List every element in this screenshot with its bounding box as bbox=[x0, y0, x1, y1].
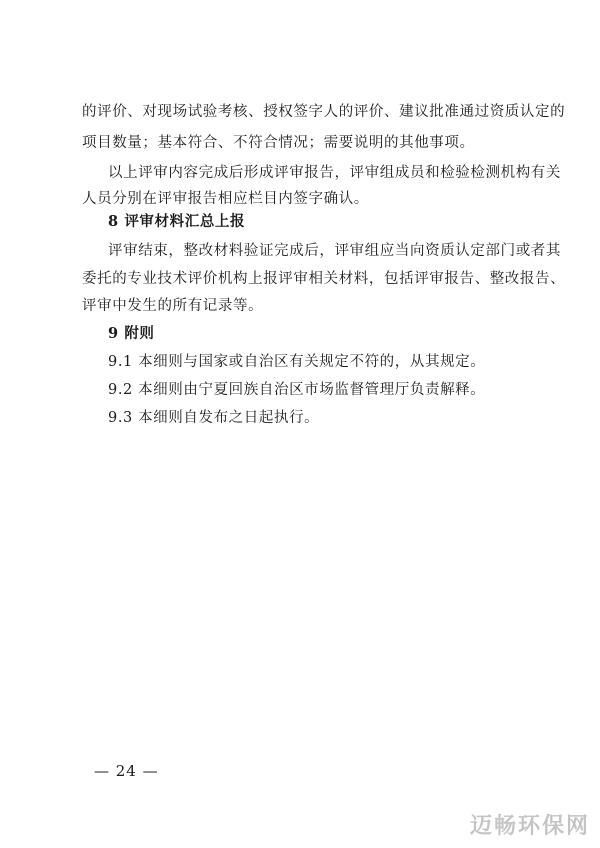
clause-line: 9.2 本细则由宁夏回族自治区市场监督管理厅负责解释。 bbox=[108, 382, 486, 398]
page-number: — 24 — bbox=[94, 762, 159, 780]
clause-line: 9.1 本细则与国家或自治区有关规定不符的，从其规定。 bbox=[108, 354, 486, 370]
paragraph-line: 人员分别在评审报告相应栏目内签字确认。 bbox=[82, 191, 369, 207]
section-heading: 8 评审材料汇总上报 bbox=[108, 213, 246, 230]
paragraph-line: 以上评审内容完成后形成评审报告，评审组成员和检验检测机构有关 bbox=[108, 165, 561, 181]
paragraph-line: 评审中发生的所有记录等。 bbox=[82, 298, 264, 314]
paragraph-line: 委托的专业技术评价机构上报评审相关材料，包括评审报告、整改报告、 bbox=[82, 271, 566, 287]
paragraph-line: 项目数量；基本符合、不符合情况；需要说明的其他事项。 bbox=[82, 135, 475, 151]
watermark-text: 迈畅环保网 bbox=[469, 814, 590, 839]
paragraph-line: 的评价、对现场试验考核、授权签字人的评价、建议批准通过资质认定的 bbox=[82, 104, 566, 120]
paragraph-line: 评审结束，整改材料验证完成后，评审组应当向资质认定部门或者其 bbox=[108, 243, 561, 259]
clause-line: 9.3 本细则自发布之日起执行。 bbox=[108, 410, 320, 426]
section-heading: 9 附则 bbox=[108, 325, 155, 342]
